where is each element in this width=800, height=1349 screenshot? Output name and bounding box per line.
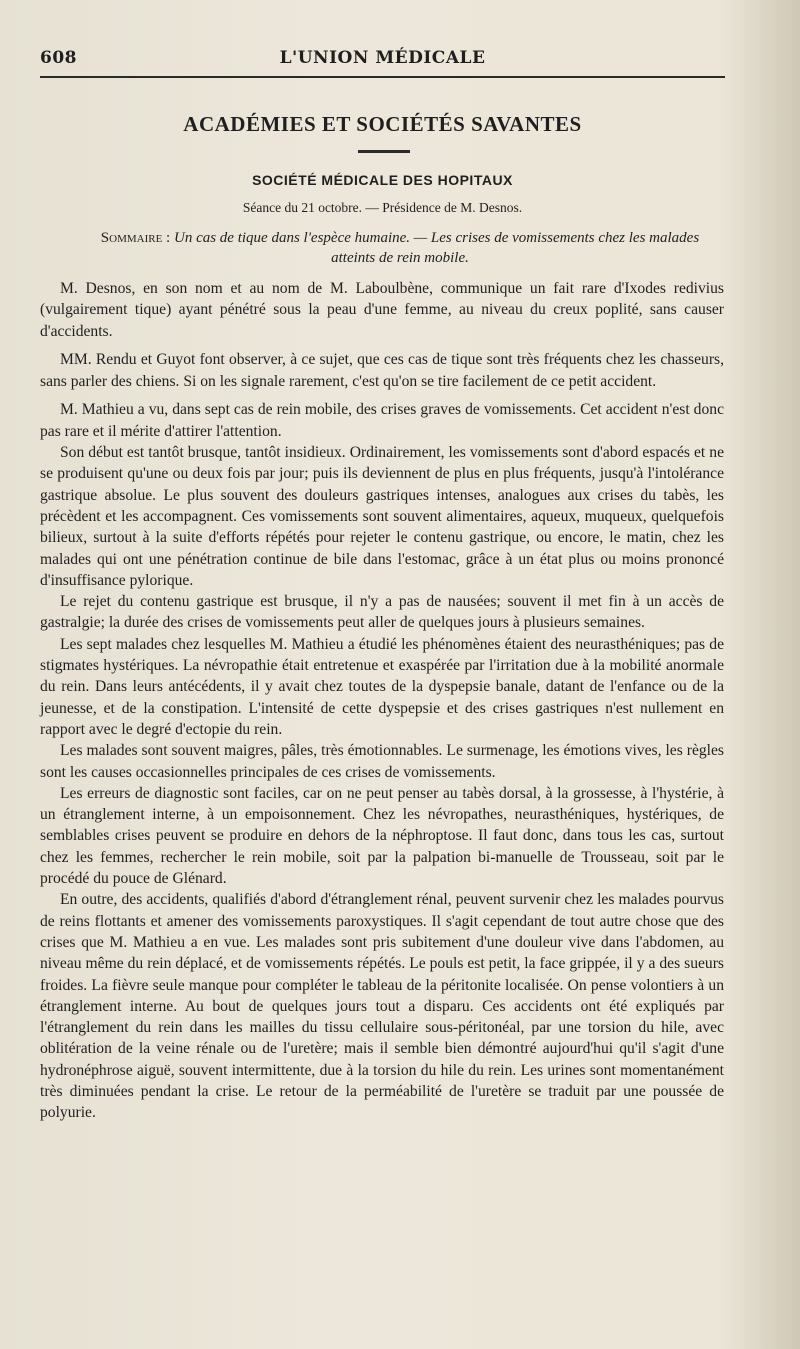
journal-title: L'UNION MÉDICALE bbox=[279, 48, 486, 68]
header-rule bbox=[40, 76, 725, 78]
summary-text: Un cas de tique dans l'espèce humaine. — Les crises de vomissements chez les malades atteints de rein mobile. bbox=[173, 230, 700, 266]
paragraph: Son début est tantôt brusque, tantôt insidieux. Ordinairement, les vomissements sont d'abord espacés et ne se produisent qu'une ou deux fois par jour; puis ils deviennent de plus en plus fréquents, jusqu'à l'intolérance gastrique absolue. Le plus souvent des douleurs gastriques intenses, analogues aux crises du tabès, les précèdent et les accompagnent. Ces vomissements sont souvent alimentaires, aqueux, muqueux, quelquefois bilieux, surtout à la suite d'efforts répétés pour rejeter le contenu gastrique, ou encore, le matin, chez les malades qui ont une pénétration continue de bile dans l'estomac, grâce à un état plus ou moins prononcé d'insuffisance pylorique. bbox=[40, 444, 724, 589]
paragraph: Les malades sont souvent maigres, pâles, très émotionnables. Le surmenage, les émotions vives, les règles sont les causes occasionnelles principales de ces crises de vomissements. bbox=[40, 742, 724, 781]
paragraph: M. Desnos, en son nom et au nom de M. Laboulbène, communique un fait rare d'Ixodes redivius (vulgairement tique) ayant pénétré sous la peau d'une femme, au niveau du creux poplité, sans causer d'accidents. bbox=[40, 280, 724, 340]
summary-lead: Sommaire : bbox=[100, 230, 171, 246]
summary bbox=[95, 228, 705, 268]
article-body bbox=[40, 278, 724, 1124]
paragraph: En outre, des accidents, qualifiés d'abord d'étranglement rénal, peuvent survenir chez les malades pourvus de reins flottants et amener des vomissements paroxystiques. Il s'agit cependant de tout autre chose que des crises que M. Mathieu a en vue. Les malades sont pris subitement d'une douleur vive dans l'abdomen, au niveau même du rein déplacé, et de vomissements répétés. Le pouls est petit, la face grippée, il y a des sueurs froides. La fièvre seule manque pour compléter le tableau de la péritonite localisée. On pense volontiers à un étranglement interne. Au bout de quelques jours tout a disparu. Ces accidents ont été expliqués par l'étranglement du rein dans les mailles du tissu cellulaire sous-péritonéal, par une torsion du hile, avec oblitération de la veine rénale ou de l'uretère; mais il semble bien démontré aujourd'hui qu'il s'agit d'une hydronéphrose aiguë, souvent intermittente, due à la torsion du hile du rein. Les urines sont momentanément très diminuées pendant la crise. Le retour de la perméabilité de l'uretère se traduit par une poussée de polyurie. bbox=[40, 891, 724, 1122]
paragraph: M. Mathieu a vu, dans sept cas de rein mobile, des crises graves de vomissements. Cet accident n'est donc pas rare et il mérite d'attirer l'attention. bbox=[40, 401, 724, 440]
session-info: Séance du 21 octobre. — Présidence de M. Desnos. bbox=[242, 200, 523, 215]
page-number: 608 bbox=[40, 48, 77, 68]
section-title: ACADÉMIES ET SOCIÉTÉS SAVANTES bbox=[183, 112, 582, 136]
paragraph: Les sept malades chez lesquelles M. Mathieu a étudié les phénomènes étaient des neurasthéniques; pas de stigmates hystériques. La névropathie était entretenue et exaspérée par l'irritation due à la mobilité anormale du rein. Dans leurs antécédents, il y avait chez toutes de la dyspepsie banale, datant de l'enfance ou de la jeunesse, et de la constipation. L'intensité de cette dyspepsie et des crises gastriques n'est nullement en rapport avec le degré d'ectopie du rein. bbox=[40, 635, 724, 738]
society-name: SOCIÉTÉ MÉDICALE DES HOPITAUX bbox=[252, 172, 513, 188]
running-head bbox=[40, 44, 725, 72]
title-rule bbox=[358, 150, 410, 153]
paragraph: Le rejet du contenu gastrique est brusque, il n'y a pas de nausées; souvent il met fin à un accès de gastralgie; la durée des crises de vomissements peut aller de quelques jours à plusieurs semaines. bbox=[40, 593, 724, 632]
paragraph: MM. Rendu et Guyot font observer, à ce sujet, que ces cas de tique sont très fréquents chez les chasseurs, sans parler des chiens. Si on les signale rarement, c'est qu'on se tire facilement de ce petit accident. bbox=[40, 351, 724, 390]
paragraph: Les erreurs de diagnostic sont faciles, car on ne peut penser au tabès dorsal, à la grossesse, à l'hystérie, à un étranglement interne, à un empoisonnement. Chez les névropathes, neurasthéniques, hystériques, de semblables crises peuvent se produire en dehors de la néphroptose. Il faut donc, dans tous les cas, surtout chez les femmes, rechercher le rein mobile, soit par la palpation bi-manuelle de Trousseau, soit par le procédé du pouce de Glénard. bbox=[40, 784, 724, 888]
